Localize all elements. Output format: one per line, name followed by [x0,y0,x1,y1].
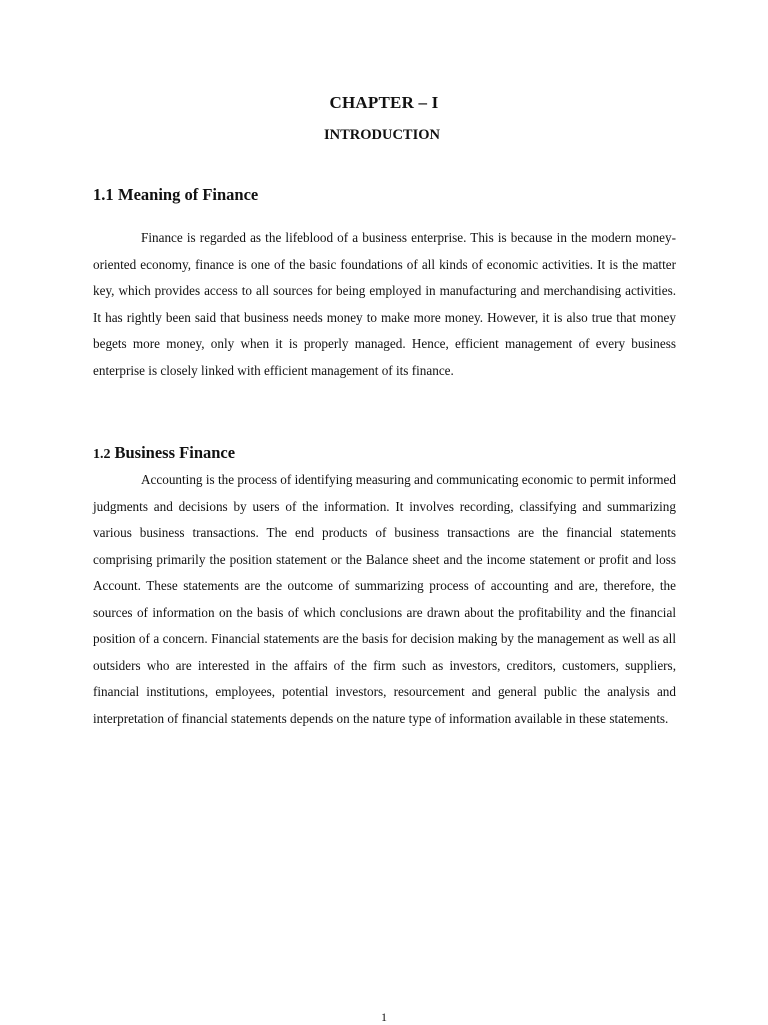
chapter-title: CHAPTER – I [329,93,439,112]
section-number: 1.1 [93,185,114,204]
section-heading-meaning-of-finance [93,185,258,205]
section-heading-business-finance [93,443,235,463]
section-paragraph-business-finance: Accounting is the process of identifying measuring and communicating economic to permit informed judgments and decisions by users of the information. It involves recording, classifying and summarizing various business transactions. The end products of business transactions are the financial statements comprising primarily the position statement or the Balance sheet and the income statement or profit and loss Account. These statements are the outcome of summarizing process of accounting and are, therefore, the sources of information on the basis of which conclusions are drawn about the profitability and the financial position of a concern. Financial statements are the basis for decision making by the management as well as all outsiders who are interested in the affairs of the firm such as investors, creditors, customers, suppliers, financial institutions, employees, potential investors, resourcement and general public the analysis and interpretation of financial statements depends on the nature type of information available in these statements. [93,472,676,726]
page-number: 1 [381,1010,387,1024]
section-title: Meaning of Finance [118,185,259,204]
chapter-subtitle: INTRODUCTION [323,127,440,143]
section-title: Business Finance [114,443,236,462]
section-number: 1.2 [93,447,111,462]
section-paragraph-meaning-of-finance: Finance is regarded as the lifeblood of a business enterprise. This is because in the modern money-oriented economy, finance is one of the basic foundations of all kinds of economic activities. It is the matter key, which provides access to all sources for being employed in manufacturing and merchandising activities. It has rightly been said that business needs money to make more money. However, it is also true that money begets more money, only when it is properly managed. Hence, efficient management of every business enterprise is closely linked with efficient management of its finance. [93,230,676,378]
